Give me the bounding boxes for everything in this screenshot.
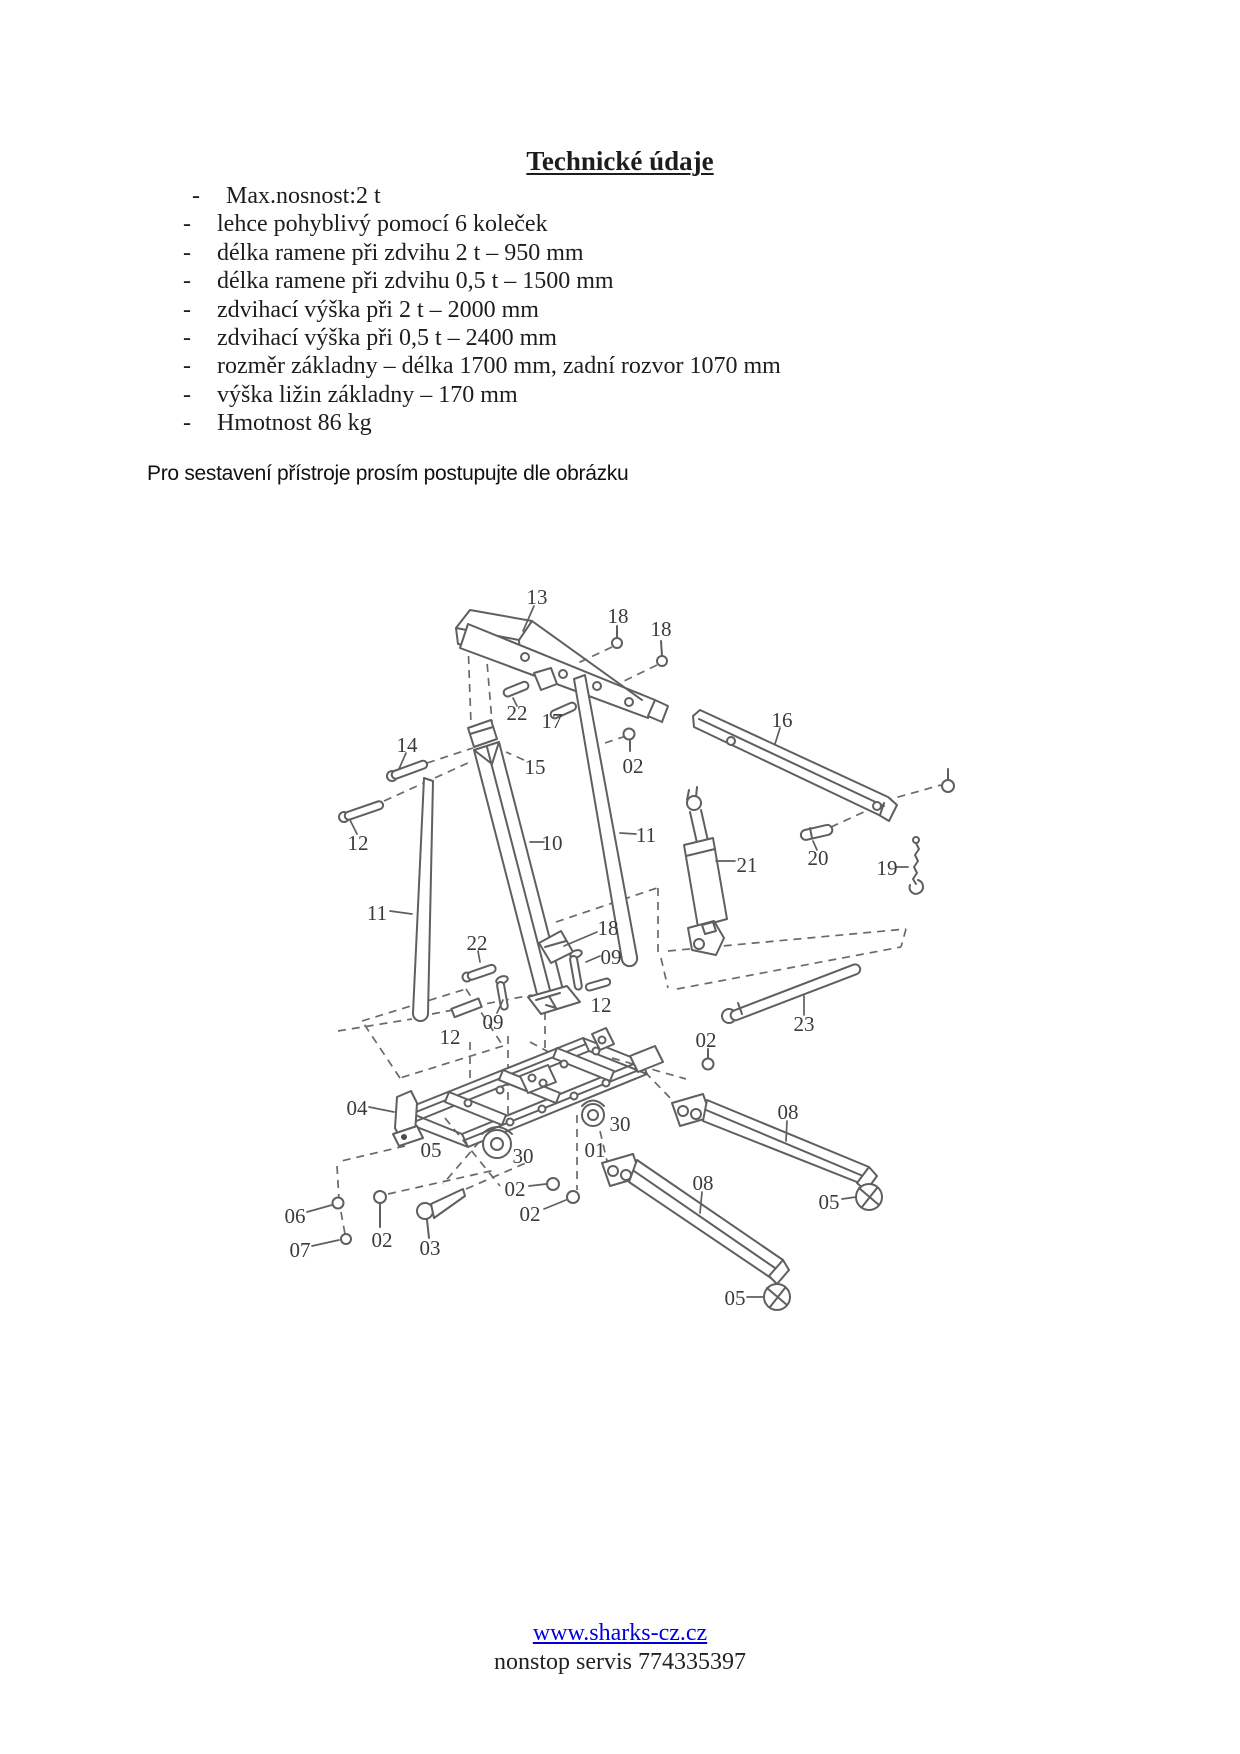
part-label: 18 [597, 916, 619, 940]
part-label: 23 [793, 1012, 815, 1036]
service-phone-line: nonstop servis 774335397 [494, 1649, 746, 1675]
part-label: 17 [541, 709, 563, 733]
part-label: 08 [777, 1100, 799, 1124]
spec-item: - Max.nosnost:2 t [192, 183, 381, 209]
part-label: 05 [420, 1138, 442, 1162]
part-label: 22 [506, 701, 528, 725]
part-label: 22 [466, 931, 488, 955]
part-label: 16 [771, 708, 793, 732]
part-label: 08 [692, 1171, 714, 1195]
chain-hook [910, 837, 923, 894]
website-link[interactable]: www.sharks-cz.cz [532, 1620, 708, 1646]
part-label: 09 [600, 945, 622, 969]
boom-extension [693, 710, 897, 821]
part-label: 01 [584, 1138, 606, 1162]
part-label: 20 [807, 846, 829, 870]
part-label: 09 [482, 1010, 504, 1034]
part-label: 14 [396, 733, 418, 757]
assembly-note: Pro sestavení přístroje prosím postupujte dle obrázku [147, 462, 629, 485]
part-label: 12 [439, 1025, 461, 1049]
hydraulic-cylinder [684, 787, 727, 955]
part-label: 05 [818, 1190, 840, 1214]
part-label: 30 [512, 1144, 534, 1168]
part-label: 02 [622, 754, 644, 778]
part-label: 12 [590, 993, 612, 1017]
spec-item: - výška ližin základny – 170 mm [183, 381, 518, 408]
spec-item: - rozměr základny – délka 1700 mm, zadní rozvor 1070 mm [183, 353, 781, 380]
part-label: 03 [419, 1236, 441, 1260]
part-label: 07 [289, 1238, 311, 1262]
part-label: 18 [607, 604, 629, 628]
part-label: 13 [526, 585, 548, 609]
spec-item: - zdvihací výška při 2 t – 2000 mm [183, 296, 539, 323]
page-title: Technické údaje [526, 146, 714, 176]
part-label: 11 [635, 823, 657, 847]
part-label: 21 [736, 853, 758, 877]
part-label: 02 [371, 1228, 393, 1252]
part-label: 04 [346, 1096, 368, 1120]
part-label: 02 [504, 1177, 526, 1201]
part-label: 02 [519, 1202, 541, 1226]
spec-item: - délka ramene při zdvihu 2 t – 950 mm [183, 239, 584, 266]
part-label: 12 [347, 831, 369, 855]
part-label: 15 [524, 755, 546, 779]
part-label: 02 [695, 1028, 717, 1052]
part-label: 06 [284, 1204, 306, 1228]
support-strut-left [413, 778, 433, 1021]
spec-item: - délka ramene při zdvihu 0,5 t – 1500 mm [183, 268, 614, 295]
spec-item: - lehce pohyblivý pomocí 6 koleček [183, 211, 548, 238]
spec-item: - Hmotnost 86 kg [183, 410, 372, 437]
spec-item: - zdvihací výška při 0,5 t – 2400 mm [183, 325, 557, 352]
part-label: 19 [876, 856, 898, 880]
footer [0, 1620, 1240, 1647]
specs-list [183, 182, 781, 438]
part-label: 10 [541, 831, 563, 855]
part-label: 11 [366, 901, 388, 925]
part-label: 05 [724, 1286, 746, 1310]
assembly-diagram [270, 510, 970, 1320]
part-label: 18 [650, 617, 672, 641]
part-label: 30 [609, 1112, 631, 1136]
